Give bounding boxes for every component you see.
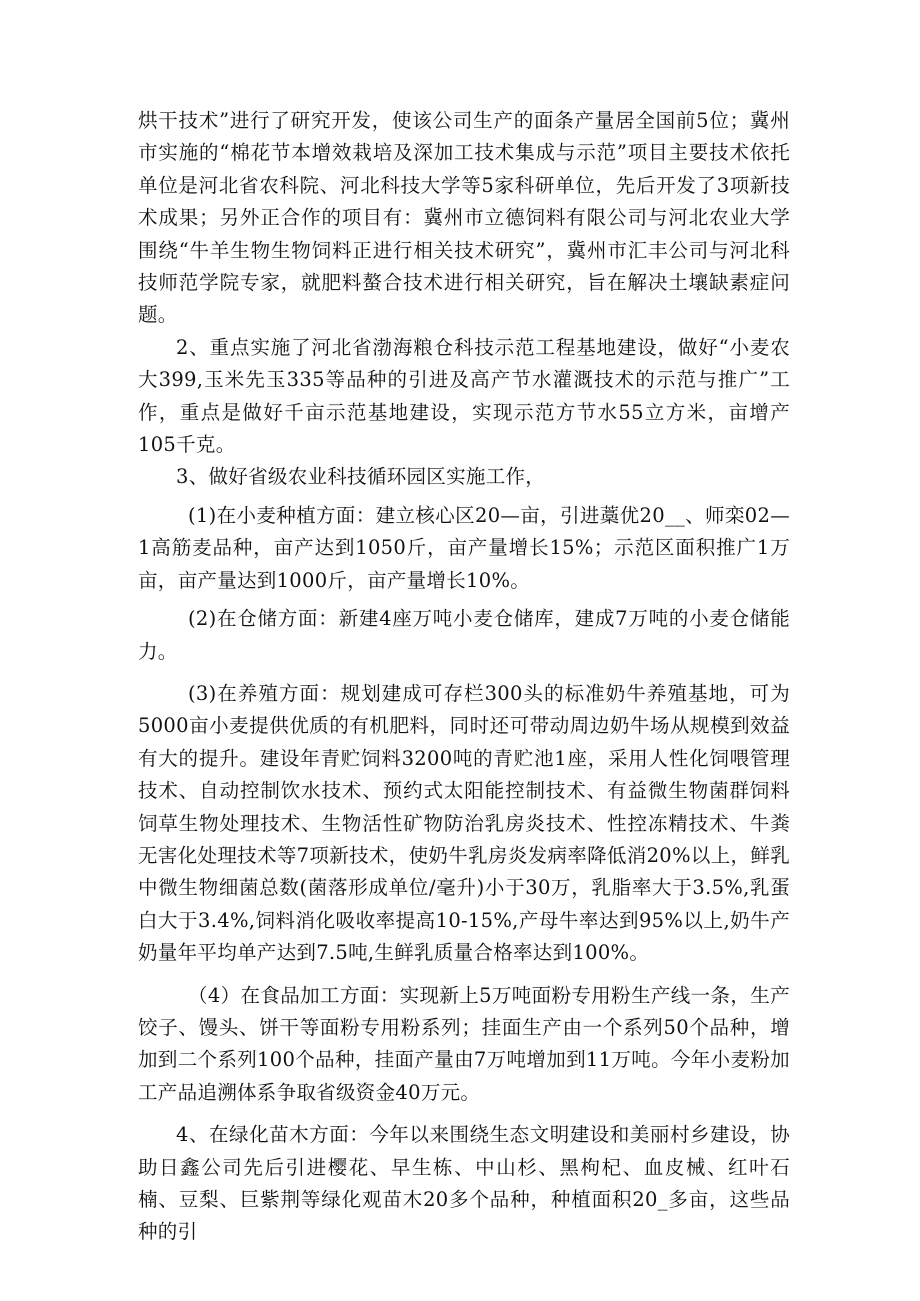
paragraph-food-processing: （4）在食品加工方面：实现新上5万吨面粉专用粉生产线一条，生产饺子、馒头、饼干等面粉专用粉系列；挂面生产由一个系列50个品种，增加到二个系列100个品种，挂面产量由7万吨增加到11万吨。今年小麦粉加工产品追溯体系争取省级资金40万元。 [138,983,790,1104]
paragraph-bohai-granary: 2、重点实施了河北省渤海粮仓科技示范工程基地建设，做好“小麦农大399,玉米先玉335等品种的引进及高产节水灌溉技术的示范与推广”工作，重点是做好千亩示范基地建设，实现示范方节水55立方米，亩增产105千克。 [138,335,790,457]
paragraph-breeding: (3)在养殖方面：规划建成可存栏300头的标准奶牛养殖基地，可为5000亩小麦提供优质的有机肥料，同时还可带动周边奶牛场从规模到效益有大的提升。建设年青贮饲料3200吨的青贮池1座，采用人性化饲喂管理技术、自动控制饮水技术、预约式太阳能控制技术、有益微生物菌群饲料饲草生物处理技术、生物活性矿物防治乳房炎技术、性控冻精技术、牛粪无害化处理技术等7项新技术，使奶牛乳房炎发病率降低消20%以上，鲜乳中微生物细菌总数(菌落形成单位/毫升)小于30万，乳脂率大于3.5%,乳蛋白大于3.4%,饲料消化吸收率提高10-15%,产母牛率达到95%以上,奶牛产奶量年平均单产达到7.5吨,生鲜乳质量合格率达到100%。 [138,681,790,965]
document-body [138,105,790,1249]
paragraph-research-cooperation: 烘干技术”进行了研究开发，使该公司生产的面条产量居全国前5位；冀州市实施的“棉花节本增效栽培及深加工技术集成与示范”项目主要技术依托单位是河北省农科院、河北科技大学等5家科研单位，先后开发了3项新技术成果；另外正合作的项目有：冀州市立德饲料有限公司与河北农业大学围绕“牛羊生物生物饲料正进行相关技术研究”，冀州市汇丰公司与河北科技师范学院专家，就肥料螯合技术进行相关研究，旨在解决土壤缺素症问题。 [138,109,790,327]
paragraph-storage: (2)在仓储方面：新建4座万吨小麦仓储库，建成7万吨的小麦仓储能力。 [138,607,790,663]
paragraph-circular-park: 3、做好省级农业科技循环园区实施工作， [176,465,546,489]
paragraph-wheat-planting: (1)在小麦种植方面：建立核心区20—亩，引进藁优20__、师栾02—1高筋麦品种，亩产达到1050斤，亩产量增长15%；示范区面积推广1万亩，亩产量达到1000斤，亩产量增长10%。 [138,503,790,592]
paragraph-greening-seedlings: 4、在绿化苗木方面：今年以来围绕生态文明建设和美丽村乡建设，协助日鑫公司先后引进樱花、早生栋、中山杉、黑枸杞、血皮械、红叶石楠、豆梨、巨紫荆等绿化观苗木20多个品种，种植面积20_多亩，这些品种的引 [138,1123,790,1244]
